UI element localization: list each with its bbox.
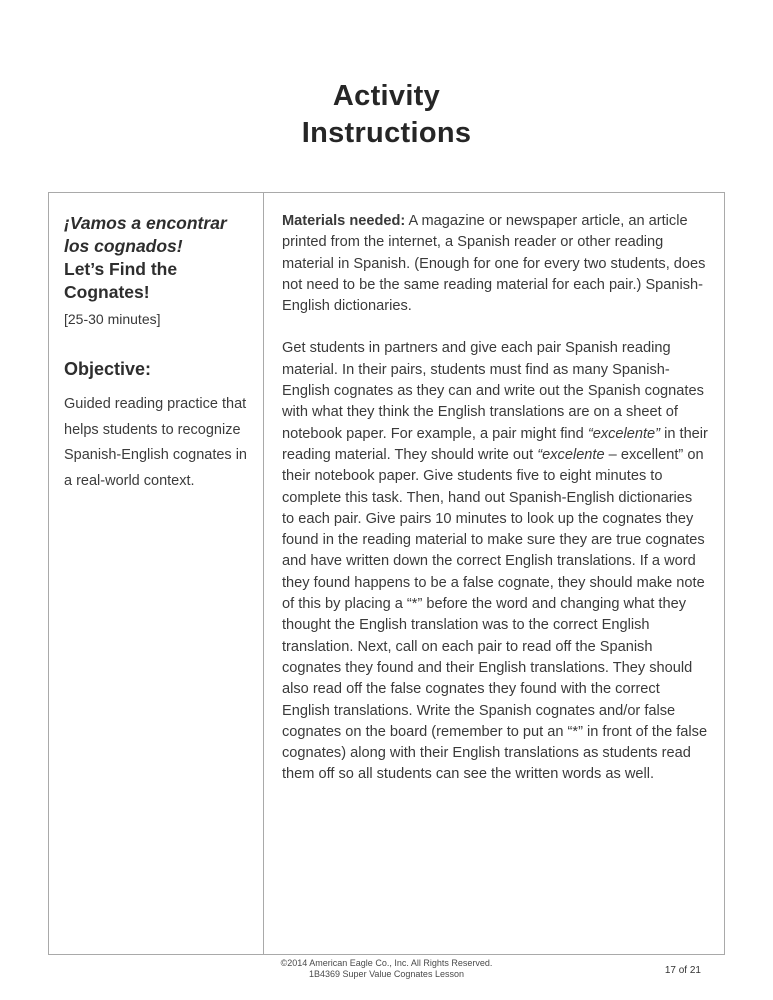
activity-duration: [25-30 minutes] [64,311,161,327]
materials-text: A magazine or newspaper article, an article printed from the internet, a Spanish reader or other reading material in Spanish. (Enough for one for every two students, does not need to be the same reading material for each pair.) Spanish-English dictionaries. [282,213,706,315]
title-line-2: Instructions [301,117,472,149]
objective-text: Guided reading practice that helps students to recognize Spanish-English cognates in a real-world context. [64,396,247,489]
footer-copyright [0,958,773,980]
page-title [0,0,773,152]
instructions-paragraph: Get students in partners and give each pair Spanish reading material. In their pairs, students must find as many Spanish-English cognates as they can and write out the Spanish cognates with what they think the English translations are on a sheet of notebook paper. For example, a pair might find “excelente” in their reading material. They should write out “excelente – excellent” on their notebook paper. Give students five to eight minutes to complete this task. Then, hand out Spanish-English dictionaries to each pair. Give pairs 10 minutes to look up the cognates they found in the reading material to make sure they are true cognates and have written down the correct English translations. If a word they found happens to be a false cognate, they should make note of this by placing a “*” before the word and changing what they thought the English translation was to the correct English translation. Next, call on each pair to read off the Spanish cognates they found and their English translations. They should also read off the false cognates they found with the correct English translations. Write the Spanish cognates and/or false cognates on the board (remember to put an “*” in front of the false cognates) along with their English translations as students read them off so all students can see the written words as well. [282,340,708,783]
activity-sidebar [49,193,264,954]
activity-box [48,192,725,955]
activity-title-english: Let’s Find the Cognates! [64,259,178,302]
materials-paragraph [282,211,708,317]
activity-title-spanish: ¡Vamos a encontrar los cognados! [64,213,227,256]
instructions-panel [264,193,724,954]
title-line-1: Activity [332,80,441,112]
page-number: 17 of 21 [664,965,701,976]
copyright-line-2: 1B4369 Super Value Cognates Lesson [309,969,464,979]
objective-heading: Objective: [64,359,152,379]
materials-label: Materials needed: [282,213,406,229]
copyright-line-1: ©2014 American Eagle Co., Inc. All Rights Reserved. [280,958,493,968]
